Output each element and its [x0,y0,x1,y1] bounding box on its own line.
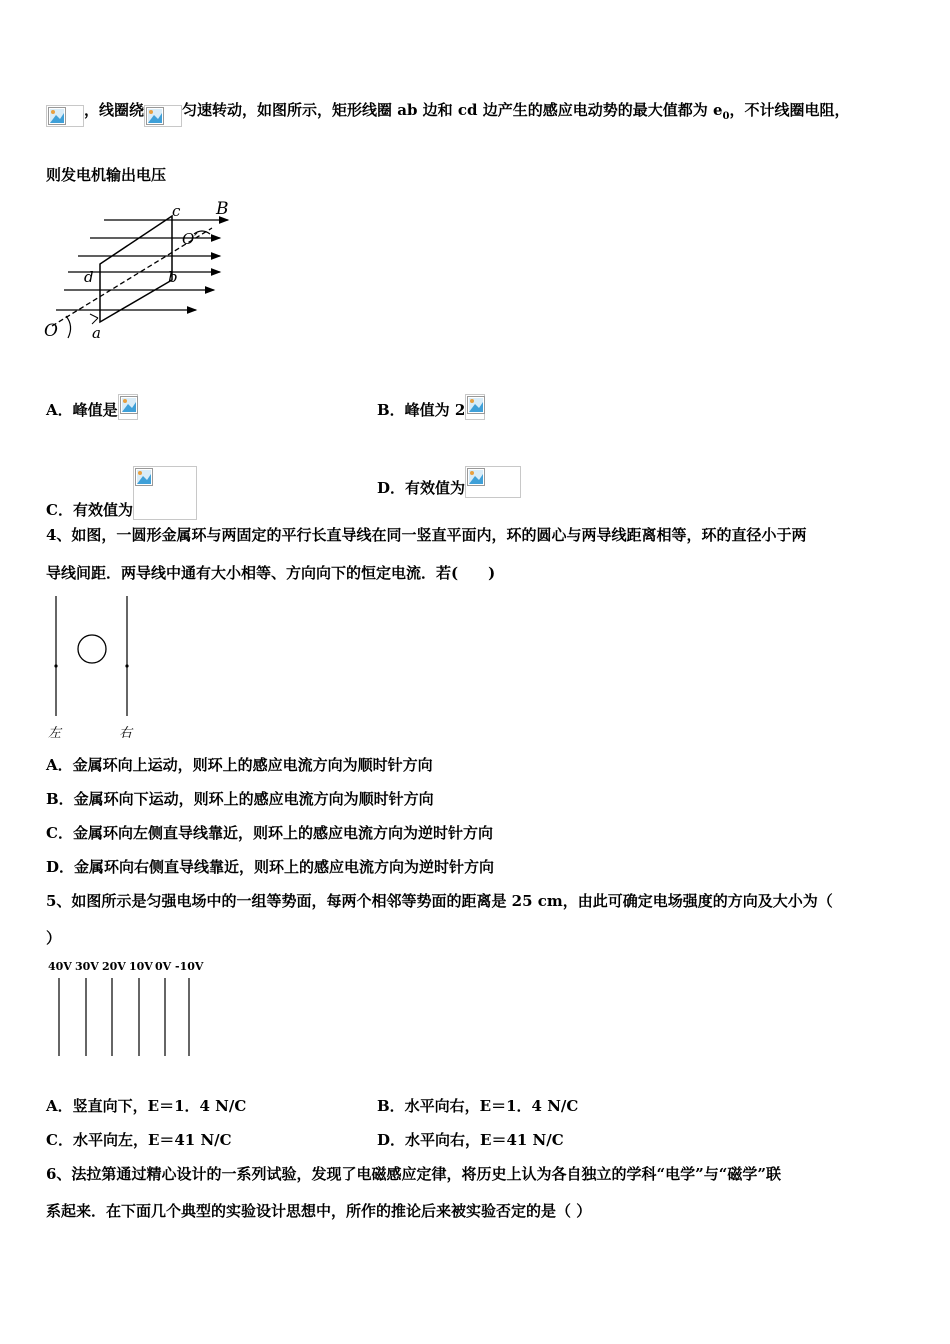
q3-fig-label-O-prime: O′ [182,230,198,248]
q4-fig-label-left: 左 [48,726,62,741]
q3-line1-a: ，线圈绕 [84,101,145,119]
q5-label-40V: 40V [48,960,72,973]
q6-line-1: 6、法拉第通过精心设计的一系列试验，发现了电磁感应定律，将历史上认为各自独立的学科“电学”与“磁学”联 [46,1165,781,1183]
broken-image-icon [118,394,138,420]
q5-equipotential-figure [44,956,210,1062]
q3-fig-label-d: d [84,268,94,286]
broken-image-icon [144,105,182,127]
q3-option-A [46,394,138,420]
q3-generator-figure [42,198,242,346]
q3-line-1 [46,100,850,127]
q5-label-0V: 0V [155,960,172,973]
q5-option-D: D．水平向右，E＝41 N/C [377,1131,564,1149]
q4-line-2: 导线间距．两导线中通有大小相等、方向向下的恒定电流．若( ) [46,564,496,582]
q3-option-A-text: A．峰值是 [46,401,118,419]
q5-option-A: A．竖直向下，E＝1．4 N/C [46,1097,247,1115]
q5-label-neg10V: -10V [175,960,204,973]
q4-option-A: A．金属环向上运动，则环上的感应电流方向为顺时针方向 [46,756,433,774]
q5-label-10V: 10V [129,960,153,973]
q3-line-2: 则发电机输出电压 [46,166,167,184]
q3-option-D-text: D．有效值为 [377,479,466,497]
q4-wires-figure [42,594,152,742]
q3-line1-b: 匀速转动，如图所示，矩形线圈 ab 边和 cd 边产生的感应电动势的最大值都为 e [182,101,723,119]
q5-label-20V: 20V [102,960,126,973]
q5-label-30V: 30V [75,960,99,973]
q3-option-C [46,466,197,520]
q5-line-2: ） [46,929,62,947]
q4-option-C: C．金属环向左侧直导线靠近，则环上的感应电流方向为逆时针方向 [46,824,493,842]
q3-option-D [377,466,521,498]
q3-fig-label-O: O [44,321,58,341]
q3-option-C-text: C．有效值为 [46,501,133,519]
q3-option-B [377,394,485,420]
q3-option-B-text: B．峰值为 2 [377,401,466,419]
q4-fig-label-right: 右 [119,726,133,741]
broken-image-icon [465,394,485,420]
q3-fig-label-a: a [92,324,101,342]
q3-line1-c: ，不计线圈电阻， [729,101,850,119]
q5-option-C: C．水平向左，E＝41 N/C [46,1131,232,1149]
broken-image-icon [46,105,84,127]
q3-fig-label-B: B [216,199,229,219]
q5-line-1: 5、如图所示是匀强电场中的一组等势面，每两个相邻等势面的距离是 25 cm，由此可确定电场强度的方向及大小为（ [46,892,833,910]
q4-line-1: 4、如图，一圆形金属环与两固定的平行长直导线在同一竖直平面内，环的圆心与两导线距离相等，环的直径小于两 [46,526,807,544]
q3-fig-label-c: c [172,202,181,220]
broken-image-icon [465,466,521,498]
q4-option-B: B．金属环向下运动，则环上的感应电流方向为顺时针方向 [46,790,434,808]
q5-option-B: B．水平向右，E＝1．4 N/C [377,1097,579,1115]
q3-line1-sub: 0 [722,111,730,122]
q3-fig-label-b: b [168,268,178,286]
q6-line-2: 系起来．在下面几个典型的实验设计思想中，所作的推论后来被实验否定的是（ ） [46,1202,592,1220]
q4-option-D: D．金属环向右侧直导线靠近，则环上的感应电流方向为逆时针方向 [46,858,495,876]
broken-image-icon [133,466,197,520]
